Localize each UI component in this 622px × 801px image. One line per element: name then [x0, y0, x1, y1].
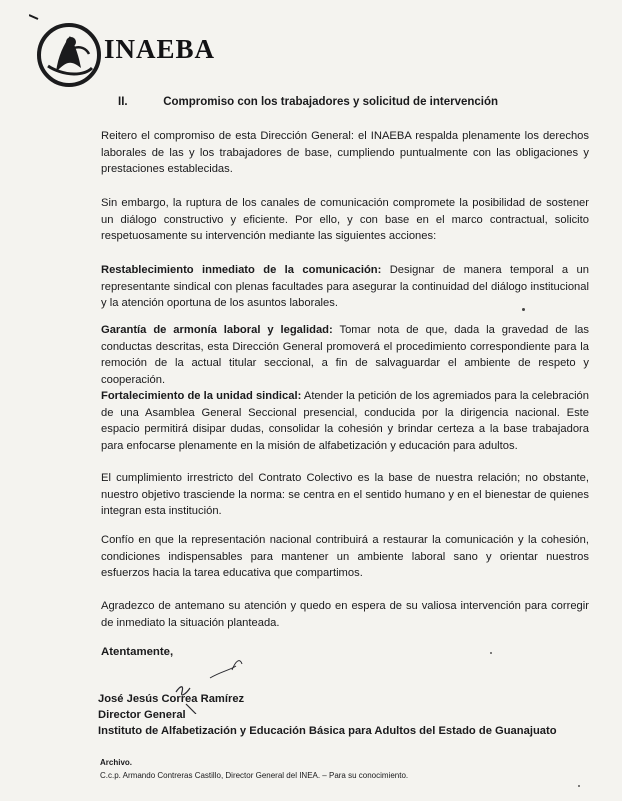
archive-note: Archivo.	[100, 758, 133, 767]
paragraph-collective-contract: El cumplimiento irrestricto del Contrato Colectivo es la base de nuestra relación; no obstante, nuestro objetivo trasciende la norma: se centra en el sentido humano y en el bienestar de quienes integran esta institución.	[101, 472, 589, 518]
action-text: Atender la petición de los agremiados para la celebración de una Asamblea General Seccional presencial, conducida por la dirigencia nacional. Este espacio permitirá disipar dudas, consolidar la cohesión y brindar certeza a la base trabajadora para enfocarse plenamente en la misión de alfabetización y educación para adultos.	[101, 390, 589, 452]
action-title: Garantía de armonía laboral y legalidad:	[101, 324, 333, 336]
action-title: Fortalecimiento de la unidad sindical:	[101, 390, 302, 402]
section-number: II.	[118, 96, 128, 108]
paragraph-commitment: Reitero el compromiso de esta Dirección General: el INAEBA respalda plenamente los derechos laborales de las y los trabajadores de base, cumpliendo puntualmente con las obligaciones y prestaciones establecidas.	[101, 130, 589, 176]
scan-dot	[578, 785, 580, 787]
action-item-union-unity	[101, 388, 589, 454]
action-title: Restablecimiento inmediato de la comunicación:	[101, 264, 382, 276]
action-item-communication	[101, 262, 589, 312]
paragraph-national-representation: Confío en que la representación nacional contribuirá a restaurar la comunicación y la cohesión, condiciones indispensables para mantener un ambiente laboral sano y orientar nuestros esfuerzos hacia la tarea educativa que compartimos.	[101, 534, 589, 580]
action-text: Designar de manera temporal a un representante sindical con plenas facultades para asegurar la continuidad del diálogo institucional y la atención oportuna de los asuntos laborales.	[101, 264, 589, 310]
inaeba-logo-icon	[34, 22, 104, 88]
paragraph-communication-rupture: Sin embargo, la ruptura de los canales de comunicación compromete la posibilidad de sostener un diálogo constructivo y eficiente. Por ello, y con base en el marco contractual, solicito respetuosamente su intervención mediante las siguientes acciones:	[101, 197, 589, 243]
signatory-institution: Instituto de Alfabetización y Educación Básica para Adultos del Estado de Guanajuato	[98, 725, 557, 737]
section-title: Compromiso con los trabajadores y solicitud de intervención	[163, 96, 499, 108]
scan-dot	[490, 652, 492, 654]
signatory-name: José Jesús Correa Ramírez	[98, 693, 245, 705]
action-item-harmony	[101, 322, 589, 388]
action-text: Tomar nota de que, dada la gravedad de las conductas descritas, esta Dirección General promoverá el procedimiento correspondiente para la remoción de la actual titular seccional, a fin de salvaguardar el ambiente de respeto y cooperación.	[101, 324, 589, 386]
closing-salutation: Atentamente,	[101, 646, 174, 658]
paragraph-thanks: Agradezco de antemano su atención y quedo en espera de su valiosa intervención para corregir de inmediato la situación planteada.	[101, 600, 589, 629]
brand-name: INAEBA	[104, 34, 216, 64]
corner-mark-icon	[29, 14, 39, 20]
scan-dot	[522, 308, 525, 311]
carbon-copy-note: C.c.p. Armando Contreras Castillo, Director General del INEA. – Para su conocimiento.	[100, 771, 409, 780]
signatory-role: Director General	[98, 709, 186, 721]
section-heading	[118, 96, 498, 108]
